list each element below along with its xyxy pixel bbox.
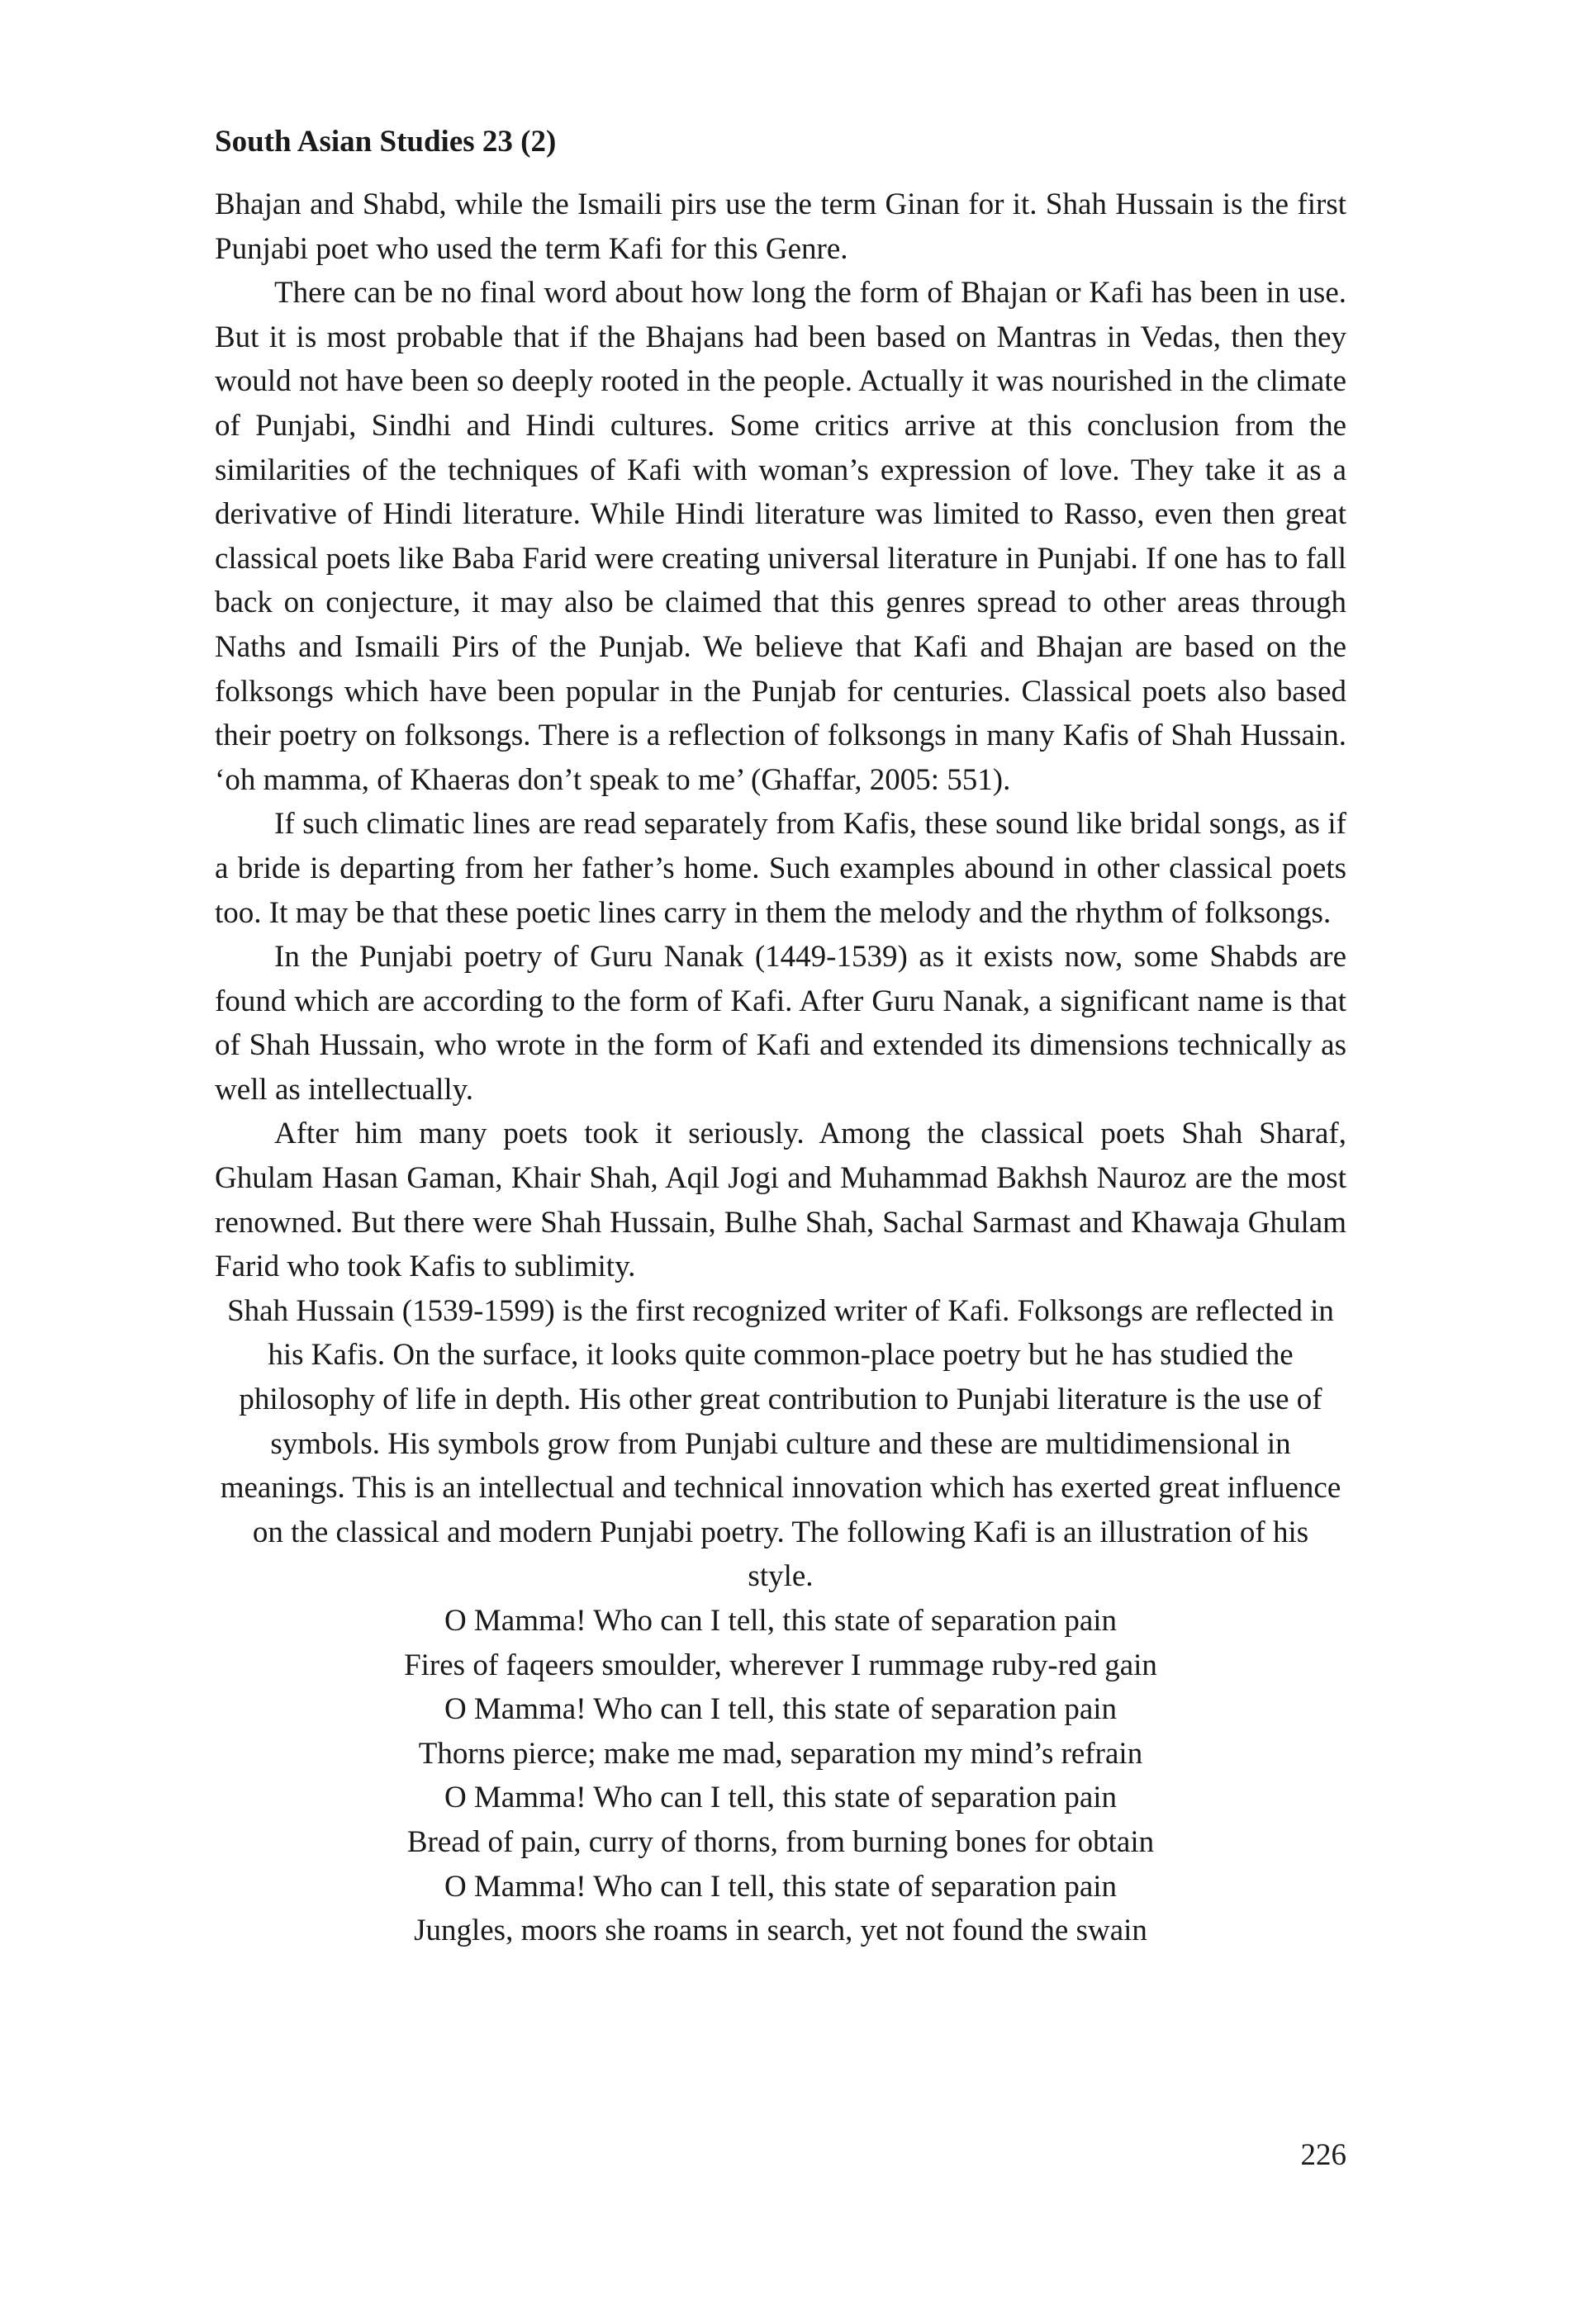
verse-line: Thorns pierce; make me mad, separation my mind’s refrain xyxy=(418,1736,1143,1771)
kafi-verse xyxy=(215,1599,1346,1953)
verse-line: O Mamma! Who can I tell, this state of separation pain xyxy=(444,1604,1118,1638)
paragraph-classical-poets: After him many poets took it seriously. Among the classical poets Shah Sharaf, Ghulam Hasan Gaman, Khair Shah, Aqil Jogi and Muhammad Bakhsh Nauroz are the most renowned. But there were Shah Hussain, Bulhe Shah, Sachal Sarmast and Khawaja Ghulam Farid who took Kafis to sublimity. xyxy=(215,1117,1346,1284)
verse-line: O Mamma! Who can I tell, this state of separation pain xyxy=(444,1869,1118,1904)
paragraph-shah-hussain: Shah Hussain (1539-1599) is the first recognized writer of Kafi. Folksongs are reflected in his Kafis. On the surface, it looks quite common-place poetry but he has studied the philosophy of life in depth. His other great contribution to Punjabi literature is the use of symbols. His symbols grow from Punjabi culture and these are multidimensional in meanings. This is an intellectual and technical innovation which has exerted great influence on the classical and modern Punjabi poetry. The following Kafi is an illustration of his style. xyxy=(220,1293,1341,1594)
paragraph-bridal-songs: If such climatic lines are read separately from Kafis, these sound like bridal songs, as if a bride is departing from her father’s home. Such examples abound in other classical poets too. It may be that these poetic lines carry in them the melody and the rhythm of folksongs. xyxy=(215,807,1346,930)
paragraph-guru-nanak: In the Punjabi poetry of Guru Nanak (1449-1539) as it exists now, some Shabds are found which are according to the form of Kafi. After Guru Nanak, a significant name is that of Shah Hussain, who wrote in the form of Kafi and extended its dimensions technically as well as intellectually. xyxy=(215,940,1346,1107)
verse-line: Bread of pain, curry of thorns, from burning bones for obtain xyxy=(406,1824,1155,1859)
running-head: South Asian Studies 23 (2) xyxy=(215,125,557,159)
page-content xyxy=(215,120,1346,1953)
verse-line: Fires of faqeers smoulder, wherever I rummage ruby-red gain xyxy=(404,1648,1157,1682)
paragraph-continuation: Bhajan and Shabd, while the Ismaili pirs use the term Ginan for it. Shah Hussain is the first Punjabi poet who used the term Kafi for this Genre. xyxy=(215,187,1346,266)
paragraph-bhajan-origin: There can be no final word about how long the form of Bhajan or Kafi has been in use. But it is most probable that if the Bhajans had been based on Mantras in Vedas, then they would not have been so deeply rooted in the people. Actually it was nourished in the climate of Punjabi, Sindhi and Hindi cultures. Some critics arrive at this conclusion from the similarities of the techniques of Kafi with woman’s expression of love. They take it as a derivative of Hindi literature. While Hindi literature was limited to Rasso, even then great classical poets like Baba Farid were creating universal literature in Punjabi. If one has to fall back on conjecture, it may also be claimed that this genres spread to other areas through Naths and Ismaili Pirs of the Punjab. We believe that Kafi and Bhajan are based on the folksongs which have been popular in the Punjab for centuries. Classical poets also based their poetry on folksongs. There is a reflection of folksongs in many Kafis of Shah Hussain. ‘oh mamma, of Khaeras don’t speak to me’ (Ghaffar, 2005: 551). xyxy=(215,276,1346,797)
verse-line: O Mamma! Who can I tell, this state of separation pain xyxy=(444,1692,1118,1727)
verse-line: Jungles, moors she roams in search, yet not found the swain xyxy=(414,1914,1147,1948)
verse-line: O Mamma! Who can I tell, this state of separation pain xyxy=(444,1781,1118,1815)
page-number: 226 xyxy=(1300,2138,1346,2172)
